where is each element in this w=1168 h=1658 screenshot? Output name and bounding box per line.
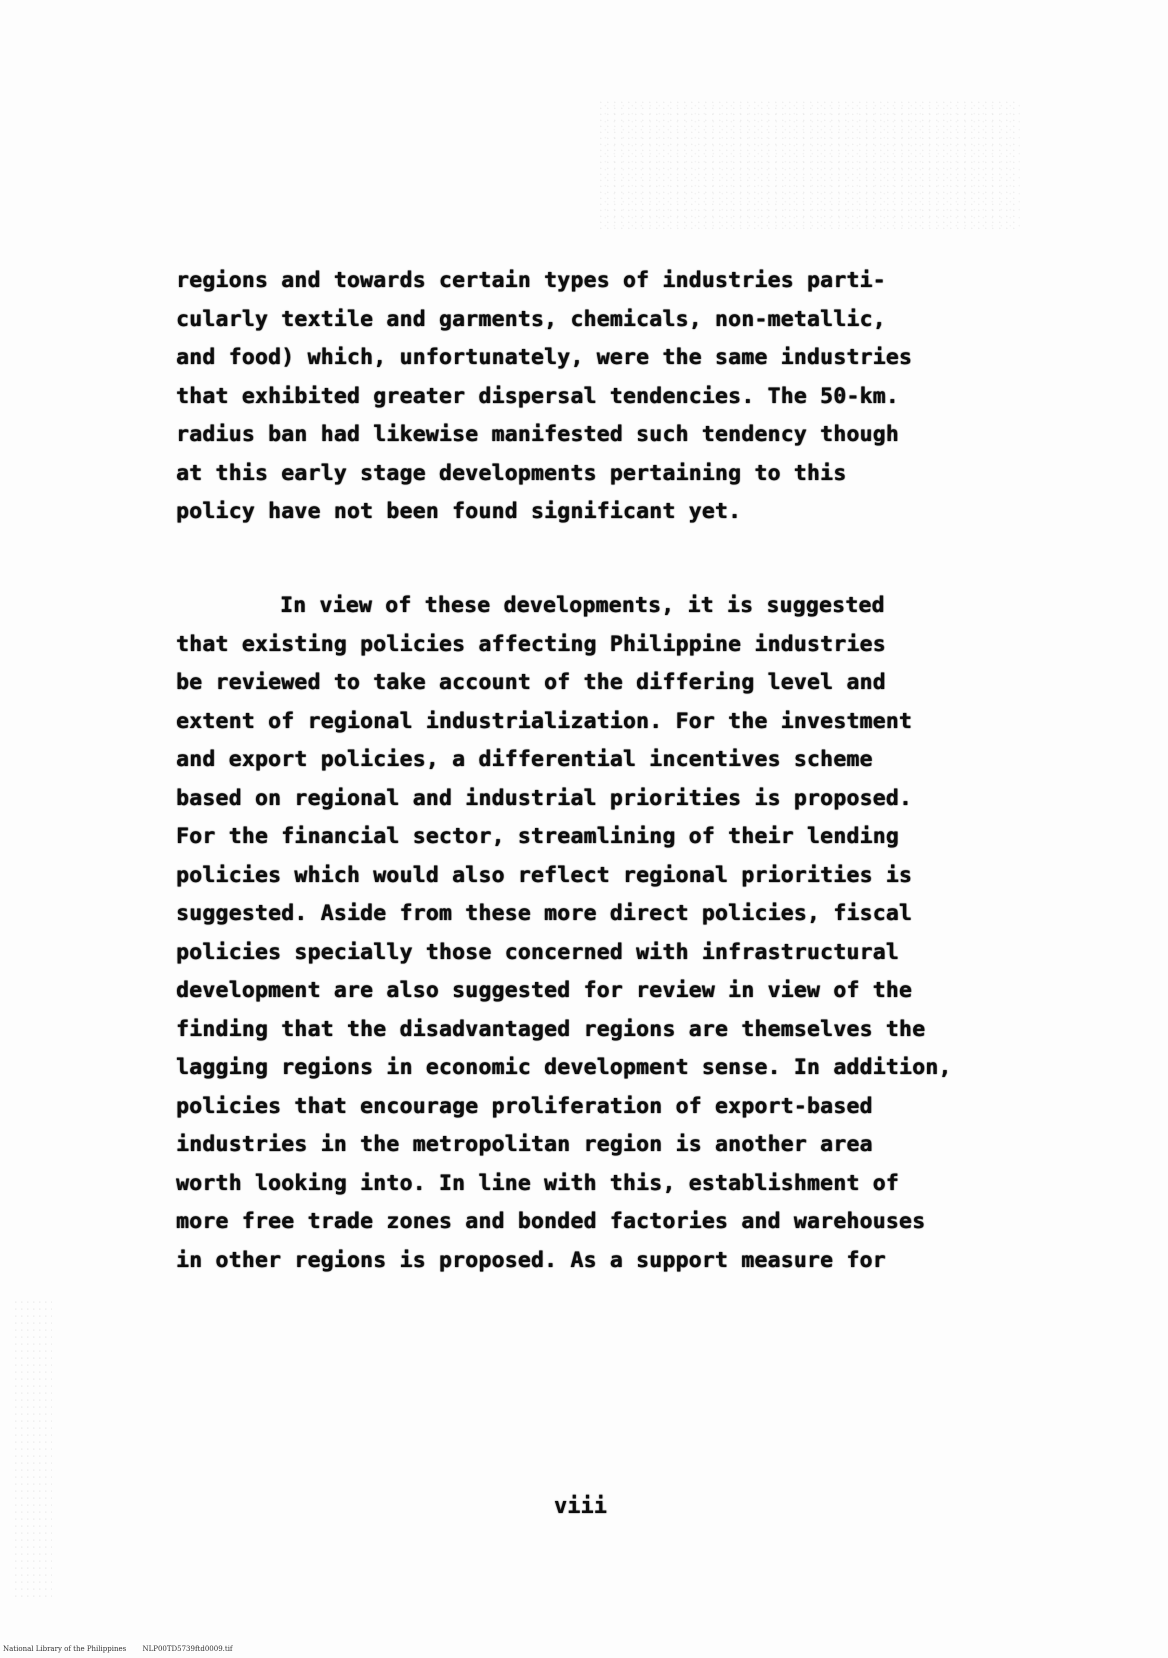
text-line: worth looking into. In line with this, establishment of — [176, 1170, 899, 1196]
text-line: that exhibited greater dispersal tendencies. The 50-km. — [176, 383, 899, 409]
text-line: policies specially those concerned with infrastructural — [176, 939, 899, 965]
scan-noise-left — [14, 1300, 52, 1600]
paragraph-recommendations — [176, 587, 1036, 1280]
text-line: be reviewed to take account of the differing level and — [176, 670, 886, 695]
text-line: cularly textile and garments, chemicals, non-metallic, — [176, 306, 886, 332]
text-line: finding that the disadvantaged regions are themselves the — [176, 1016, 926, 1042]
text-line: regions and towards certain types of industries parti- — [176, 268, 886, 293]
scan-footer — [3, 1645, 233, 1653]
text-line: policies which would also reflect regional priorities is — [176, 862, 913, 888]
page-number: viii — [554, 1494, 607, 1519]
text-line: and export policies, a differential incentives scheme — [176, 747, 873, 772]
text-line: in other regions is proposed. As a support measure for — [176, 1247, 886, 1273]
text-line: radius ban had likewise manifested such tendency though — [176, 422, 899, 447]
text-line: based on regional and industrial priorities is proposed. — [176, 785, 913, 811]
text-line: policy have not been found significant yet. — [176, 499, 742, 524]
text-line: development are also suggested for review in view of the — [176, 978, 913, 1003]
text-line: and food) which, unfortunately, were the same industries — [176, 345, 913, 370]
text-line: industries in the metropolitan region is another area — [176, 1132, 873, 1157]
text-line: lagging regions in economic development sense. In addition, — [176, 1055, 952, 1080]
text-line: at this early stage developments pertaining to this — [176, 460, 847, 486]
text-line: For the financial sector, streamlining of their lending — [176, 824, 899, 849]
text-line: extent of regional industrialization. For the investment — [176, 708, 913, 734]
text-line: suggested. Aside from these more direct policies, fiscal — [176, 901, 913, 926]
footer-file-name: NLP00TD5739ftd0009.tif — [142, 1645, 233, 1653]
text-line: In view of these developments, it is suggested — [280, 593, 885, 618]
text-line: more free trade zones and bonded factories and warehouses — [176, 1209, 926, 1234]
scan-noise-top — [600, 100, 1020, 230]
text-line: policies that encourage proliferation of export-based — [176, 1093, 873, 1119]
footer-library: National Library of the Philippines — [3, 1645, 127, 1653]
text-line: that existing policies affecting Philippine industries — [176, 631, 886, 657]
paragraph-continued — [176, 262, 1036, 532]
